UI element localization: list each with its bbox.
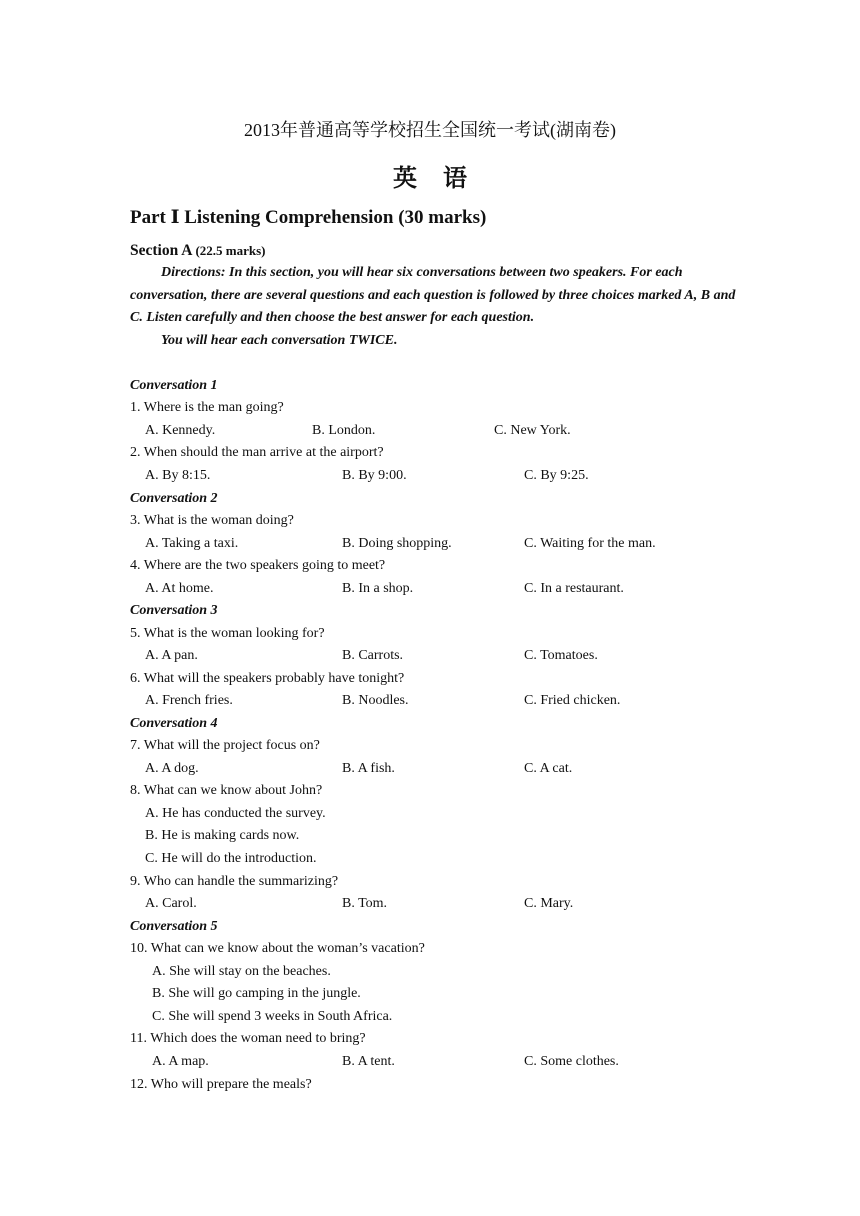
option-b: B. Carrots. [342,648,404,663]
option-a: A. She will stay on the beaches. [152,964,331,979]
option-a: A. A pan. [145,648,198,663]
conversation-heading: Conversation 3 [130,603,218,618]
question-text: 2. When should the man arrive at the airport? [130,445,384,460]
option-a: A. Carol. [145,896,197,911]
section-marks: (22.5 marks) [195,243,266,258]
option-b: B. Noodles. [342,693,409,708]
question-text: 4. Where are the two speakers going to meet? [130,558,386,573]
option-c: C. A cat. [524,761,573,776]
subject-title: 英语 [393,166,493,192]
conversation-heading: Conversation 5 [130,919,218,934]
question-text: 10. What can we know about the woman’s vacation? [130,941,425,956]
option-c: C. He will do the introduction. [145,851,317,866]
question-text: 3. What is the woman doing? [130,513,294,528]
option-b: B. She will go camping in the jungle. [152,986,361,1001]
option-b: B. Tom. [342,896,388,911]
directions-note: You will hear each conversation TWICE. [161,333,398,348]
question-text: 1. Where is the man going? [130,400,284,415]
option-c: C. Waiting for the man. [524,536,656,551]
option-a: A. By 8:15. [145,468,211,483]
option-b: B. London. [312,423,376,438]
section-label: Section A [130,242,196,259]
option-a: A. A dog. [145,761,199,776]
section-heading [130,242,266,260]
question-text: 6. What will the speakers probably have tonight? [130,671,405,686]
option-c: C. Some clothes. [524,1054,619,1069]
option-a: A. At home. [145,581,214,596]
question-text: 7. What will the project focus on? [130,738,320,753]
option-c: C. In a restaurant. [524,581,624,596]
option-a: A. Kennedy. [145,423,216,438]
option-b: B. In a shop. [342,581,414,596]
option-c: C. Tomatoes. [524,648,598,663]
option-c: C. Fried chicken. [524,693,621,708]
conversation-heading: Conversation 4 [130,716,218,731]
question-text: 12. Who will prepare the meals? [130,1077,312,1092]
conversation-heading: Conversation 2 [130,491,218,506]
option-a: A. Taking a taxi. [145,536,239,551]
exam-title: 2013年普通高等学校招生全国统一考试(湖南卷) [244,120,616,140]
option-a: A. A map. [152,1054,209,1069]
question-text: 5. What is the woman looking for? [130,626,325,641]
question-text: 8. What can we know about John? [130,783,323,798]
directions-text: Directions: In this section, you will hear six conversations between two speakers. For each conversation, there are several questions and each question is followed by three choices marked A, B and C. Listen carefully and then choose the best answer for each question. [130,265,736,326]
option-c: C. New York. [494,423,571,438]
option-b: B. A fish. [342,761,395,776]
option-c: C. Mary. [524,896,574,911]
question-text: 9. Who can handle the summarizing? [130,874,339,889]
conversation-heading: Conversation 1 [130,378,218,393]
option-b: B. By 9:00. [342,468,407,483]
option-a: A. He has conducted the survey. [145,806,326,821]
option-b: B. He is making cards now. [145,828,300,843]
option-b: B. A tent. [342,1054,395,1069]
part-heading: Part Ⅰ Listening Comprehension (30 marks) [130,207,487,228]
option-a: A. French fries. [145,693,233,708]
question-text: 11. Which does the woman need to bring? [130,1031,366,1046]
option-b: B. Doing shopping. [342,536,452,551]
option-c: C. By 9:25. [524,468,589,483]
option-c: C. She will spend 3 weeks in South Africa. [152,1009,393,1024]
